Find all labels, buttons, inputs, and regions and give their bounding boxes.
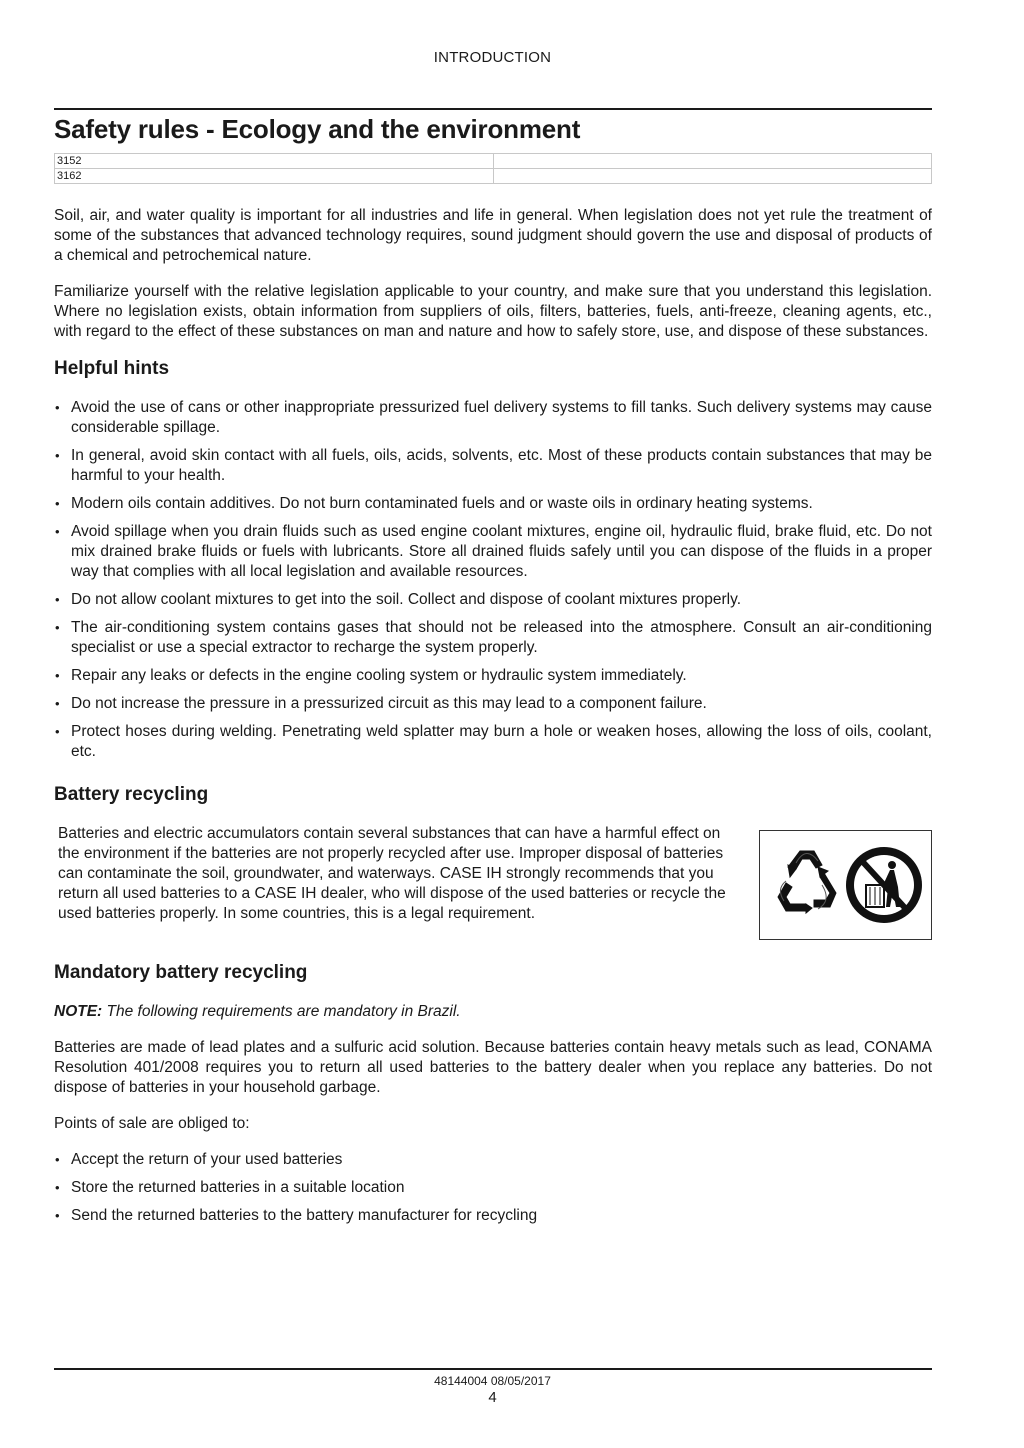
- footer-doc-number: 48144004 08/05/2017: [434, 1374, 551, 1388]
- mandatory-paragraph: Batteries are made of lead plates and a sulfuric acid solution. Because batteries contain heavy metals such as lead, CONAMA Resolution 401/2008 requires you to return all used batteries to the battery dealer when you replace any batteries. Do not dispose of batteries in your household garbage.: [54, 1039, 932, 1096]
- main-content: [54, 206, 932, 1234]
- note-text: The following requirements are mandatory in Brazil.: [102, 1003, 461, 1020]
- header-divider: [54, 108, 932, 110]
- list-item: • Store the returned batteries in a suitable location: [54, 1178, 932, 1198]
- battery-recycling-symbols: [759, 830, 932, 940]
- list-item: • Protect hoses during welding. Penetrating weld splatter may burn a hole or weaken hoses, allowing the loss of oils, coolant, etc.: [54, 722, 932, 762]
- page-header-section: INTRODUCTION: [433, 49, 552, 66]
- list-item: • Do not increase the pressure in a pressurized circuit as this may lead to a component failure.: [54, 694, 932, 714]
- no-trash-icon: [846, 847, 922, 923]
- list-item: • The air-conditioning system contains gases that should not be released into the atmosphere. Consult an air-conditioning specialist or use a special extractor to recharge the system properly.: [54, 618, 932, 658]
- model-cell: 3162: [55, 169, 494, 184]
- note: [54, 1002, 932, 1022]
- battery-recycling-block: [54, 824, 932, 940]
- intro-paragraph: Familiarize yourself with the relative legislation applicable to your country, and make sure that you understand this legislation. Where no legislation exists, obtain information from suppliers of oils, filters, batteries, fuels, anti-freeze, cleaning agents, etc., with regard to the effect of these substances on man and nature and how to safely store, use, and dispose of these substances.: [54, 283, 932, 340]
- note-label: NOTE:: [54, 1003, 103, 1020]
- footer-page-number: 4: [488, 1389, 497, 1406]
- helpful-hints-heading: Helpful hints: [54, 358, 170, 379]
- mandatory-recycling-heading: Mandatory battery recycling: [54, 962, 308, 983]
- model-table: [54, 153, 932, 184]
- list-item: • In general, avoid skin contact with all fuels, oils, acids, solvents, etc. Most of these products contain substances that may be harmful to your health.: [54, 446, 932, 486]
- recycle-icon: [766, 837, 926, 933]
- model-row: [55, 169, 932, 184]
- footer-divider: [54, 1368, 932, 1370]
- list-item: • Avoid the use of cans or other inappropriate pressurized fuel delivery systems to fill tanks. Such delivery systems may cause considerable spillage.: [54, 398, 932, 438]
- battery-recycling-text: Batteries and electric accumulators contain several substances that can have a harmful effect on the environment if the batteries are not properly recycled after use. Improper disposal of batteries can contaminate the soil, groundwater, and waterways. CASE IH strongly recommends that you return all used batteries to a CASE IH dealer, who will dispose of the used batteries or recycle the used batteries properly. In some countries, this is a legal requirement.: [58, 825, 726, 922]
- points-intro: Points of sale are obliged to:: [54, 1115, 250, 1132]
- list-item: • Avoid spillage when you drain fluids such as used engine coolant mixtures, engine oil, hydraulic fluid, brake fluid, etc. Do not mix drained brake fluids or fuels with lubricants. Store all drained fluids safely until you can dispose of the fluids in a proper way that complies with all local legislation and available resources.: [54, 522, 932, 582]
- list-item: • Send the returned batteries to the battery manufacturer for recycling: [54, 1206, 932, 1226]
- points-list: [54, 1150, 932, 1226]
- intro-paragraph: Soil, air, and water quality is important for all industries and life in general. When legislation does not yet rule the treatment of some of the substances that advanced technology requires, sound judgment should govern the use and disposal of products of a chemical and petrochemical nature.: [54, 207, 932, 264]
- page-title: Safety rules - Ecology and the environment: [54, 114, 581, 144]
- helpful-hints-list: [54, 398, 932, 762]
- battery-recycling-heading: Battery recycling: [54, 784, 209, 805]
- list-item: • Do not allow coolant mixtures to get into the soil. Collect and dispose of coolant mixtures properly.: [54, 590, 932, 610]
- model-empty-cell: [494, 169, 932, 184]
- model-cell: 3152: [55, 154, 494, 169]
- list-item: • Modern oils contain additives. Do not burn contaminated fuels and or waste oils in ordinary heating systems.: [54, 494, 932, 514]
- list-item: • Repair any leaks or defects in the engine cooling system or hydraulic system immediately.: [54, 666, 932, 686]
- model-empty-cell: [494, 154, 932, 169]
- model-row: [55, 154, 932, 169]
- list-item: • Accept the return of your used batteries: [54, 1150, 932, 1170]
